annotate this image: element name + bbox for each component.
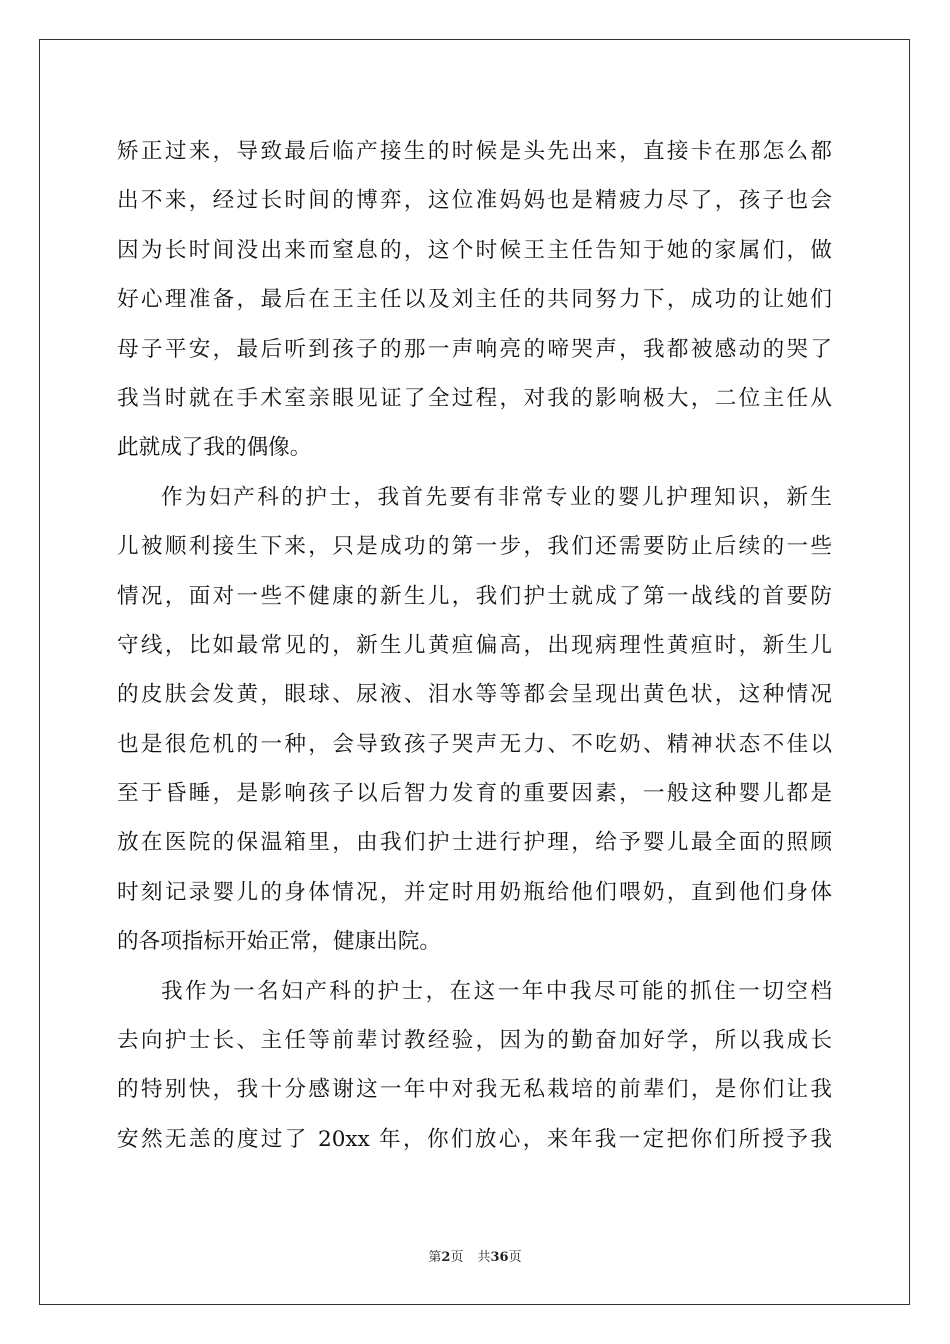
text-line: 情况，面对一些不健康的新生儿，我们护士就成了第一战线的首要防 [117, 583, 832, 609]
text-line: 矫正过来，导致最后临产接生的时候是头先出来，直接卡在那怎么都 [117, 139, 832, 164]
text-line: 也是很危机的一种，会导致孩子哭声无力、不吃奶、精神状态不佳以 [117, 731, 832, 757]
page-number: 2 [441, 1250, 451, 1265]
text-line: 时刻记录婴儿的身体情况，并定时用奶瓶给他们喂奶，直到他们身体 [117, 879, 832, 905]
text-line: 儿被顺利接生下来，只是成功的第一步，我们还需要防止后续的一些 [117, 534, 832, 560]
total-pages: 36 [490, 1250, 509, 1265]
text-line: 母子平安，最后听到孩子的那一声响亮的啼哭声，我都被感动的哭了 [117, 336, 832, 362]
text-line: 作为妇产科的护士，我首先要有非常专业的婴儿护理知识，新生 [161, 484, 832, 510]
text-line: 好心理准备，最后在王主任以及刘主任的共同努力下，成功的让她们 [117, 287, 832, 313]
text-line: 因为长时间没出来而窒息的，这个时候王主任告知于她的家属们，做 [117, 237, 832, 263]
text-line: 出不来，经过长时间的博弈，这位准妈妈也是精疲力尽了，孩子也会 [117, 188, 832, 214]
text-line: 此就成了我的偶像。 [117, 435, 312, 461]
text-line: 去向护士长、主任等前辈讨教经验，因为的勤奋加好学，所以我成长 [117, 1028, 832, 1054]
text-line: 安然无恙的度过了 20xx 年，你们放心，来年我一定把你们所授予我 [117, 1126, 832, 1152]
page-footer [0, 1246, 950, 1265]
text-line: 放在医院的保温箱里，由我们护士进行护理，给予婴儿最全面的照顾 [117, 830, 832, 856]
text-line: 的皮肤会发黄，眼球、尿液、泪水等等都会呈现出黄色状，这种情况 [117, 682, 832, 708]
text-line: 我当时就在手术室亲眼见证了全过程，对我的影响极大，二位主任从 [117, 385, 832, 411]
text-line: 的各项指标开始正常，健康出院。 [117, 929, 441, 955]
page-suffix: 页 [450, 1250, 464, 1265]
text-line: 守线，比如最常见的，新生儿黄疸偏高，出现病理性黄疸时，新生儿 [117, 632, 832, 658]
total-prefix: 共 [477, 1250, 491, 1265]
total-suffix: 页 [508, 1250, 522, 1265]
page-prefix: 第 [428, 1250, 442, 1265]
document-body [117, 127, 832, 1164]
text-line: 我作为一名妇产科的护士，在这一年中我尽可能的抓住一切空档 [161, 978, 832, 1004]
text-line: 至于昏睡，是影响孩子以后智力发育的重要因素，一般这种婴儿都是 [117, 781, 832, 807]
text-line: 的特别快，我十分感谢这一年中对我无私栽培的前辈们，是你们让我 [117, 1077, 832, 1103]
